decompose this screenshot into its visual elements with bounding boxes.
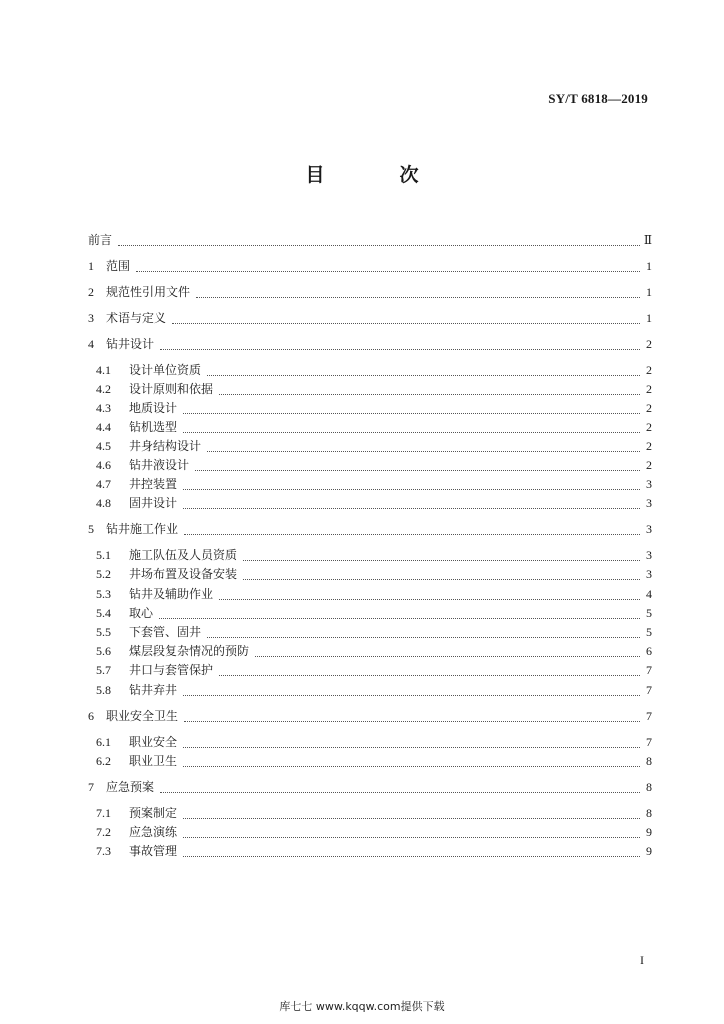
toc-entry-title: 预案制定	[129, 804, 181, 822]
toc-leader-dots	[207, 357, 640, 376]
toc-entry-title: 职业安全	[129, 733, 181, 751]
toc-entry-page: 6	[640, 642, 652, 660]
toc-entry-title: 取心	[129, 604, 157, 622]
toc-entry-title: 设计原则和依据	[129, 380, 217, 398]
toc-entry-page: 9	[640, 842, 652, 860]
toc-leader-dots	[183, 395, 640, 414]
toc-entry-number: 5.1	[96, 548, 111, 562]
toc-leader-dots	[207, 433, 640, 452]
page-number: I	[640, 953, 644, 967]
toc-leader-dots	[219, 376, 640, 395]
toc-entry[interactable]	[0, 231, 724, 249]
toc-leader-dots	[243, 542, 640, 561]
toc-entry-title: 钻井弃井	[129, 681, 181, 699]
toc-entry[interactable]	[0, 309, 724, 327]
toc-entry-page: 8	[640, 778, 652, 796]
toc-entry-number: 5.6	[96, 644, 111, 658]
toc-entry-title: 钻机选型	[129, 418, 181, 436]
toc-entry-page: 2	[640, 437, 652, 455]
toc-entry[interactable]	[0, 681, 724, 699]
toc-leader-dots	[183, 677, 640, 696]
toc-leader-dots	[160, 331, 640, 350]
toc-entry-number: 6	[88, 709, 94, 723]
toc-leader-dots	[219, 581, 640, 600]
toc-entry-number: 7	[88, 780, 94, 794]
toc-leader-dots	[243, 561, 640, 580]
toc-entry-number: 5	[88, 522, 94, 536]
toc-entry[interactable]	[0, 778, 724, 796]
toc-entry-title: 职业卫生	[129, 752, 181, 770]
toc-entry-number: 2	[88, 285, 94, 299]
toc-entry-number: 5.7	[96, 663, 111, 677]
toc-entry-page: 9	[640, 823, 652, 841]
toc-entry-title: 井身结构设计	[129, 437, 205, 455]
toc-entry[interactable]	[0, 842, 724, 860]
toc-entry-number: 5.2	[96, 567, 111, 581]
toc-entry-page: 1	[640, 283, 652, 301]
document-code: SY/T 6818—2019	[548, 91, 648, 106]
toc-entry-page: 3	[640, 520, 652, 538]
toc-leader-dots	[196, 279, 640, 298]
toc-leader-dots	[183, 490, 640, 509]
toc-entry-number: 4.5	[96, 439, 111, 453]
toc-entry-number: 4.2	[96, 382, 111, 396]
toc-entry-number: 6.1	[96, 735, 111, 749]
toc-leader-dots	[136, 253, 640, 272]
toc-entry-title: 钻井设计	[106, 335, 158, 353]
toc-entry-page: 5	[640, 604, 652, 622]
toc-entry-page: 1	[640, 309, 652, 327]
toc-entry[interactable]	[0, 335, 724, 353]
toc-entry[interactable]	[0, 752, 724, 770]
toc-entry-title: 前言	[88, 231, 116, 249]
toc-entry-title: 施工队伍及人员资质	[129, 546, 241, 564]
toc-entry-page: 8	[640, 804, 652, 822]
toc-entry-page: 2	[640, 418, 652, 436]
toc-entry[interactable]	[0, 520, 724, 538]
toc-entry-title: 事故管理	[129, 842, 181, 860]
toc-entry-number: 5.3	[96, 587, 111, 601]
toc-entry-page: Ⅱ	[640, 231, 652, 249]
toc-leader-dots	[219, 657, 640, 676]
toc-leader-dots	[160, 774, 640, 793]
toc-entry-page: 3	[640, 565, 652, 583]
toc-entry-title: 应急预案	[106, 778, 158, 796]
toc-entry-number: 4.1	[96, 363, 111, 377]
toc-entry-page: 7	[640, 733, 652, 751]
toc-entry-title: 范围	[106, 257, 134, 275]
toc-entry-number: 7.3	[96, 844, 111, 858]
toc-entry[interactable]	[0, 283, 724, 301]
toc-leader-dots	[183, 729, 640, 748]
toc-entry-title: 钻井液设计	[129, 456, 193, 474]
toc-entry-title: 设计单位资质	[129, 361, 205, 379]
toc-entry-page: 8	[640, 752, 652, 770]
toc-entry-page: 7	[640, 707, 652, 725]
toc-leader-dots	[255, 638, 640, 657]
toc-entry-number: 7.2	[96, 825, 111, 839]
toc-entry-title: 煤层段复杂情况的预防	[129, 642, 253, 660]
toc-entry-page: 3	[640, 546, 652, 564]
toc-entry-page: 2	[640, 380, 652, 398]
toc-leader-dots	[183, 748, 640, 767]
footer-watermark: 库七七 www.kqqw.com提供下载	[279, 1000, 445, 1013]
toc-entry-title: 固井设计	[129, 494, 181, 512]
toc-entry-number: 5.8	[96, 683, 111, 697]
toc-entry-number: 1	[88, 259, 94, 273]
toc-entry-number: 4.4	[96, 420, 111, 434]
toc-entry-page: 3	[640, 494, 652, 512]
toc-entry-title: 井控装置	[129, 475, 181, 493]
toc-entry-title: 钻井及辅助作业	[129, 585, 217, 603]
toc-entry-page: 2	[640, 399, 652, 417]
toc-entry-title: 井口与套管保护	[129, 661, 217, 679]
toc-entry[interactable]	[0, 494, 724, 512]
toc-leader-dots	[159, 600, 640, 619]
toc-entry-number: 4	[88, 337, 94, 351]
toc-entry-title: 地质设计	[129, 399, 181, 417]
toc-entry-number: 4.8	[96, 496, 111, 510]
toc-entry-number: 7.1	[96, 806, 111, 820]
toc-entry-number: 5.4	[96, 606, 111, 620]
toc-entry-page: 7	[640, 681, 652, 699]
toc-entry-title: 术语与定义	[106, 309, 170, 327]
toc-entry-number: 5.5	[96, 625, 111, 639]
toc-entry-page: 2	[640, 361, 652, 379]
toc-entry-title: 应急演练	[129, 823, 181, 841]
toc-entry-title: 井场布置及设备安装	[129, 565, 241, 583]
toc-entry-title: 职业安全卫生	[106, 707, 182, 725]
toc-entry-number: 4.3	[96, 401, 111, 415]
toc-leader-dots	[184, 703, 640, 722]
toc-leader-dots	[172, 305, 640, 324]
toc-entry-number: 6.2	[96, 754, 111, 768]
page-title: 目 次	[305, 164, 447, 186]
toc-leader-dots	[183, 414, 640, 433]
toc-entry-page: 3	[640, 475, 652, 493]
toc-entry-title: 钻井施工作业	[106, 520, 182, 538]
toc-leader-dots	[183, 819, 640, 838]
toc-entry[interactable]	[0, 707, 724, 725]
toc-entry[interactable]	[0, 257, 724, 275]
toc-entry-title: 规范性引用文件	[106, 283, 194, 301]
toc-entry-page: 1	[640, 257, 652, 275]
toc-leader-dots	[118, 227, 640, 246]
toc-entry-page: 2	[640, 456, 652, 474]
toc-entry-number: 4.7	[96, 477, 111, 491]
toc-entry-page: 7	[640, 661, 652, 679]
toc-entry-page: 4	[640, 585, 652, 603]
toc-entry-page: 5	[640, 623, 652, 641]
toc-leader-dots	[183, 838, 640, 857]
toc-leader-dots	[183, 800, 640, 819]
toc-leader-dots	[207, 619, 640, 638]
toc-entry-number: 4.6	[96, 458, 111, 472]
toc-leader-dots	[183, 471, 640, 490]
toc-leader-dots	[184, 516, 640, 535]
toc-entry-title: 下套管、固井	[129, 623, 205, 641]
toc-entry-page: 2	[640, 335, 652, 353]
toc-entry-number: 3	[88, 311, 94, 325]
toc-leader-dots	[195, 452, 640, 471]
